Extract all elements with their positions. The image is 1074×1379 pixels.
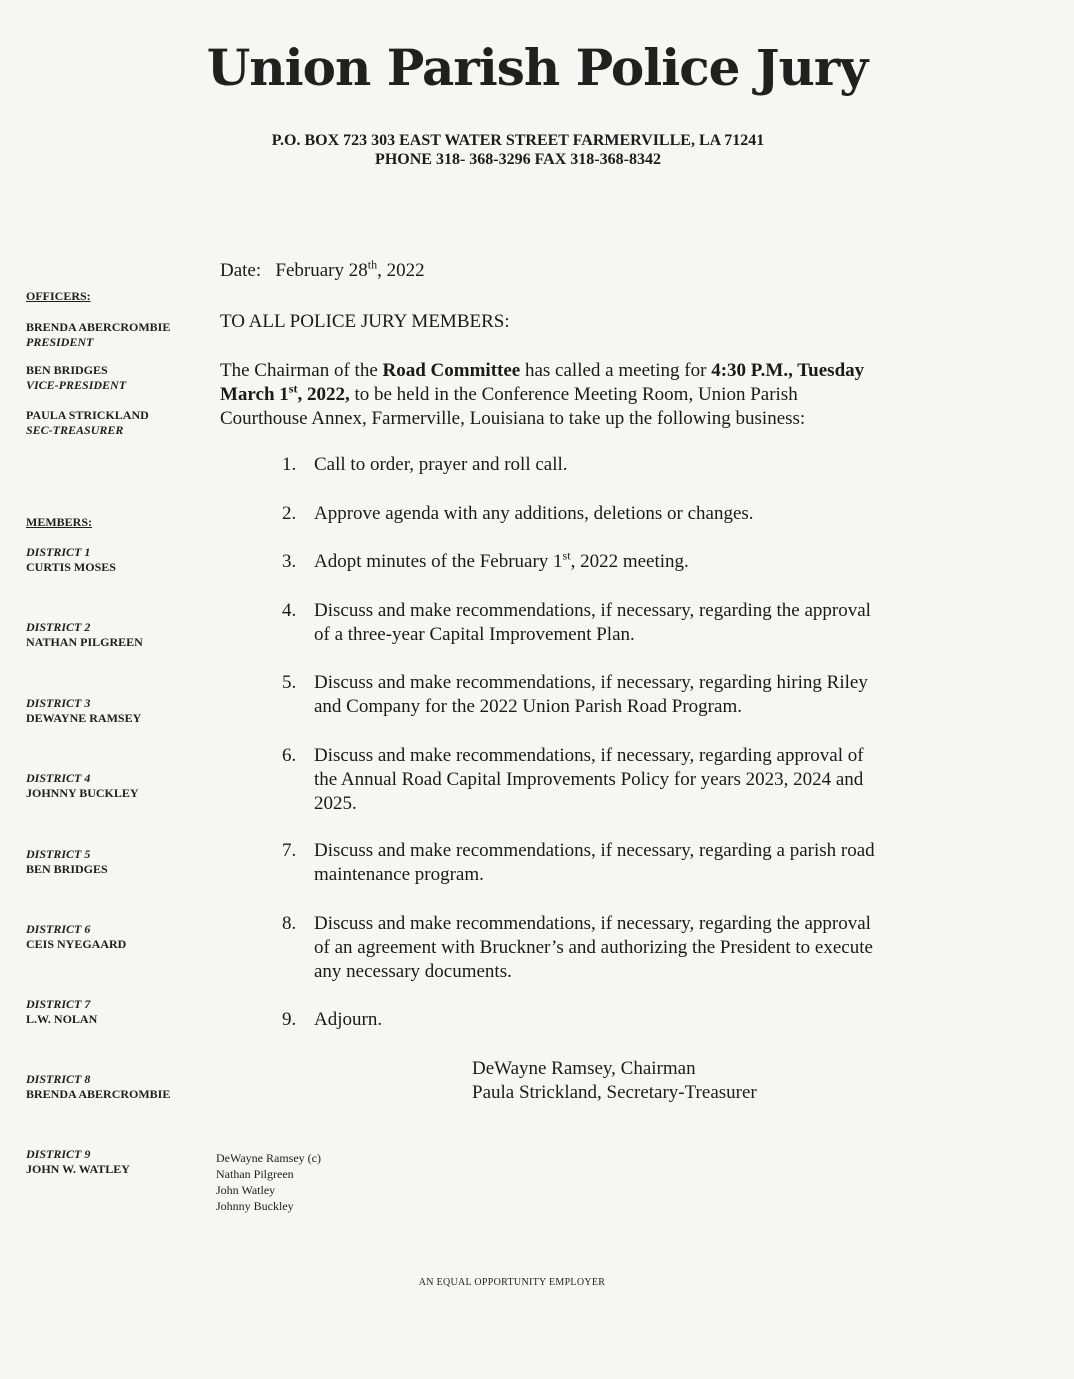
member-district: DISTRICT 4 bbox=[26, 771, 91, 785]
letterhead-title: Union Parish Police Jury bbox=[206, 38, 868, 97]
intro-text: The Chairman of the bbox=[220, 360, 383, 381]
member-entry bbox=[26, 1147, 130, 1177]
date-month-day: February 28 bbox=[275, 260, 368, 281]
officer-entry bbox=[26, 320, 170, 350]
officer-role: VICE-PRESIDENT bbox=[26, 378, 127, 392]
member-entry bbox=[26, 620, 143, 650]
meeting-time: 4:30 P.M., Tuesday bbox=[711, 360, 865, 381]
letterhead-address: P.O. BOX 723 303 EAST WATER STREET FARMERVILLE, LA 71241 bbox=[271, 132, 765, 149]
agenda-number: 4. bbox=[282, 600, 297, 621]
member-entry bbox=[26, 545, 116, 575]
member-district: DISTRICT 7 bbox=[26, 997, 91, 1011]
officer-role: SEC-TREASURER bbox=[26, 423, 124, 437]
agenda-number: 7. bbox=[282, 840, 297, 861]
member-entry bbox=[26, 847, 108, 877]
date-suffix: th bbox=[367, 257, 378, 272]
committee-list bbox=[216, 1150, 321, 1214]
letter-date bbox=[220, 259, 960, 283]
committee-member: Johnny Buckley bbox=[216, 1199, 294, 1213]
agenda-number: 9. bbox=[282, 1009, 297, 1030]
committee-name: Road Committee bbox=[382, 360, 521, 381]
members-heading: MEMBERS: bbox=[26, 515, 92, 529]
officer-entry bbox=[26, 408, 149, 438]
officer-name: PAULA STRICKLAND bbox=[26, 408, 149, 422]
member-district: DISTRICT 6 bbox=[26, 922, 91, 936]
agenda-line: and Company for the 2022 Union Parish Road Program. bbox=[314, 696, 742, 717]
member-district: DISTRICT 2 bbox=[26, 620, 91, 634]
member-entry bbox=[26, 922, 126, 952]
intro-text: to be held in the Conference Meeting Room, Union Parish bbox=[349, 384, 798, 405]
agenda-number: 1. bbox=[282, 454, 297, 475]
member-name: L.W. NOLAN bbox=[26, 1012, 98, 1026]
agenda-line: Approve agenda with any additions, deletions or changes. bbox=[314, 503, 754, 524]
member-district: DISTRICT 3 bbox=[26, 696, 91, 710]
agenda-line: of an agreement with Bruckner’s and authorizing the President to execute bbox=[314, 937, 873, 958]
member-name: CURTIS MOSES bbox=[26, 560, 116, 574]
member-name: JOHNNY BUCKLEY bbox=[26, 786, 139, 800]
intro-text: Courthouse Annex, Farmerville, Louisiana to take up the following business: bbox=[220, 408, 806, 429]
member-district: DISTRICT 9 bbox=[26, 1147, 91, 1161]
intro-paragraph bbox=[220, 359, 960, 431]
member-name: CEIS NYEGAARD bbox=[26, 937, 127, 951]
letterhead-phone: PHONE 318- 368-3296 FAX 318-368-8342 bbox=[375, 151, 661, 168]
date-year: , 2022 bbox=[377, 260, 425, 281]
agenda-line: Discuss and make recommendations, if necessary, regarding hiring Riley bbox=[314, 672, 868, 693]
member-district: DISTRICT 8 bbox=[26, 1072, 91, 1086]
agenda-line: Discuss and make recommendations, if necessary, regarding the approval bbox=[314, 600, 871, 621]
date-label: Date: bbox=[220, 260, 262, 281]
meeting-date: March 1st, 2022, bbox=[220, 381, 350, 405]
agenda-line: Discuss and make recommendations, if necessary, regarding a parish road bbox=[314, 840, 875, 861]
member-entry bbox=[26, 997, 97, 1027]
member-entry bbox=[26, 1072, 170, 1102]
signature-chairman: DeWayne Ramsey, Chairman bbox=[472, 1058, 696, 1079]
agenda-line: Adopt minutes of the February 1st, 2022 meeting. bbox=[314, 548, 689, 572]
officer-name: BEN BRIDGES bbox=[26, 363, 108, 377]
member-district: DISTRICT 5 bbox=[26, 847, 91, 861]
agenda-line: Adjourn. bbox=[314, 1009, 383, 1030]
committee-member: DeWayne Ramsey (c) bbox=[216, 1151, 321, 1165]
agenda-line: the Annual Road Capital Improvements Policy for years 2023, 2024 and bbox=[314, 769, 864, 790]
member-name: BEN BRIDGES bbox=[26, 862, 108, 876]
signature-secretary: Paula Strickland, Secretary-Treasurer bbox=[472, 1082, 757, 1103]
officers-heading: OFFICERS: bbox=[26, 289, 91, 303]
officer-role: PRESIDENT bbox=[26, 335, 94, 349]
officer-entry bbox=[26, 363, 126, 393]
agenda-line: any necessary documents. bbox=[314, 961, 512, 982]
agenda-line: Discuss and make recommendations, if necessary, regarding approval of bbox=[314, 745, 864, 766]
agenda-number: 8. bbox=[282, 913, 297, 934]
agenda-number: 3. bbox=[282, 551, 297, 572]
member-entry bbox=[26, 771, 139, 801]
member-name: DEWAYNE RAMSEY bbox=[26, 711, 142, 725]
agenda-line: maintenance program. bbox=[314, 864, 484, 885]
member-entry bbox=[26, 696, 141, 726]
salutation: TO ALL POLICE JURY MEMBERS: bbox=[220, 311, 510, 332]
member-district: DISTRICT 1 bbox=[26, 545, 91, 559]
member-name: NATHAN PILGREEN bbox=[26, 635, 143, 649]
committee-member: Nathan Pilgreen bbox=[216, 1167, 294, 1181]
member-name: BRENDA ABERCROMBIE bbox=[26, 1087, 171, 1101]
intro-text: has called a meeting for bbox=[520, 360, 712, 381]
agenda-line: 2025. bbox=[314, 793, 357, 814]
agenda-line: of a three-year Capital Improvement Plan. bbox=[314, 624, 635, 645]
agenda-line: Call to order, prayer and roll call. bbox=[314, 454, 568, 475]
agenda-number: 2. bbox=[282, 503, 297, 524]
agenda-number: 6. bbox=[282, 745, 297, 766]
agenda-number: 5. bbox=[282, 672, 297, 693]
member-name: JOHN W. WATLEY bbox=[26, 1162, 130, 1176]
agenda-line: Discuss and make recommendations, if necessary, regarding the approval bbox=[314, 913, 871, 934]
officer-name: BRENDA ABERCROMBIE bbox=[26, 320, 171, 334]
footer-eoe: AN EQUAL OPPORTUNITY EMPLOYER bbox=[418, 1277, 606, 1288]
committee-member: John Watley bbox=[216, 1183, 276, 1197]
